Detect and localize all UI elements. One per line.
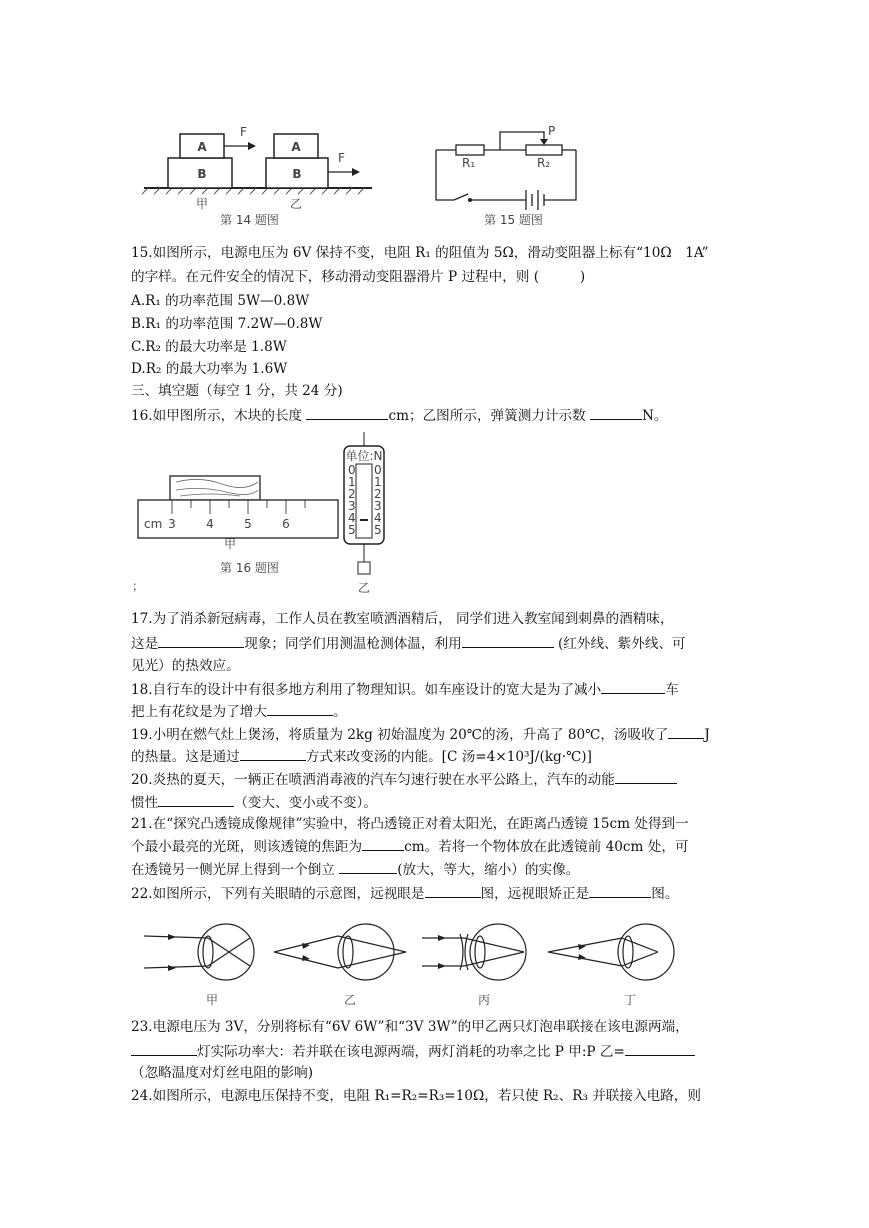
svg-text:6: 6 bbox=[282, 517, 290, 531]
answer-blank[interactable] bbox=[425, 883, 481, 898]
figure-22-eyes bbox=[138, 912, 758, 1014]
answer-blank[interactable] bbox=[589, 883, 651, 898]
svg-text:R₂: R₂ bbox=[537, 156, 551, 170]
svg-text:丙: 丙 bbox=[477, 993, 491, 1007]
svg-text:cm: cm bbox=[144, 517, 163, 531]
svg-text:F: F bbox=[240, 125, 247, 139]
answer-blank[interactable] bbox=[339, 859, 397, 874]
svg-text:甲: 甲 bbox=[195, 197, 209, 211]
svg-text:R₁: R₁ bbox=[462, 156, 476, 170]
question-18-line1: 18.自行车的设计中有很多地方利用了物理知识。如车座设计的宽大是为了减小 车 bbox=[131, 679, 679, 700]
answer-blank[interactable] bbox=[362, 836, 404, 851]
svg-text:2: 2 bbox=[374, 487, 382, 501]
answer-blank[interactable] bbox=[625, 1041, 695, 1056]
svg-text:5: 5 bbox=[348, 523, 356, 537]
svg-text:甲: 甲 bbox=[223, 537, 237, 551]
answer-blank[interactable] bbox=[158, 633, 244, 648]
block-a-label: A bbox=[197, 140, 207, 154]
option-b: B.R₁ 的功率范围 7.2W—0.8W bbox=[131, 316, 323, 332]
question-19-line2: 的热量。这是通过 方式来改变汤的内能。[C 汤=4×10³J/(kg·℃)] bbox=[131, 746, 592, 767]
svg-text:4: 4 bbox=[348, 511, 356, 525]
svg-text:；: ； bbox=[132, 579, 145, 593]
figure-15 bbox=[430, 122, 590, 232]
question-17-line1: 17.为了消杀新冠病毒，工作人员在教室喷洒酒精后， 同学们进入教室闻到刺鼻的酒精味， bbox=[131, 611, 674, 627]
question-17-line3: 见光）的热效应。 bbox=[131, 658, 240, 674]
question-21-line1: 21.在“探究凸透镜成像规律”实验中，将凸透镜正对着太阳光，在距离凸透镜 15cm 处得到一 bbox=[131, 816, 689, 832]
answer-blank[interactable] bbox=[306, 405, 388, 420]
figure-15-caption: 第 15 题图 bbox=[484, 213, 543, 227]
question-16: 16.如甲图所示，木块的长度 cm；乙图所示，弹簧测力计示数 N。 bbox=[131, 405, 668, 426]
svg-text:2: 2 bbox=[348, 487, 356, 501]
svg-text:3: 3 bbox=[348, 499, 356, 513]
svg-text:A: A bbox=[291, 140, 301, 154]
answer-blank[interactable] bbox=[668, 724, 704, 739]
answer-blank[interactable] bbox=[267, 701, 333, 716]
question-23-line1: 23.电源电压为 3V，分别将标有“6V 6W”和“3V 3W”的甲乙两只灯泡串联接在该电源两端， bbox=[131, 1019, 689, 1035]
svg-text:B: B bbox=[292, 167, 302, 181]
answer-blank[interactable] bbox=[615, 769, 677, 784]
question-21-line2: 个最小最亮的光斑，则该透镜的焦距为 cm。若将一个物体放在此透镜前 40cm 处，可 bbox=[131, 836, 689, 857]
answer-blank[interactable] bbox=[590, 405, 642, 420]
svg-text:甲: 甲 bbox=[205, 993, 219, 1007]
svg-text:0: 0 bbox=[348, 463, 356, 477]
svg-text:1: 1 bbox=[348, 475, 356, 489]
block-b-label: B bbox=[197, 167, 207, 181]
answer-blank[interactable] bbox=[131, 1041, 197, 1056]
figure-14 bbox=[140, 122, 380, 232]
svg-text:3: 3 bbox=[374, 499, 382, 513]
svg-text:3: 3 bbox=[168, 517, 176, 531]
question-15-line1: 15.如图所示，电源电压为 6V 保持不变，电阻 R₁ 的阻值为 5Ω，滑动变阻器上标有“10Ω 1A” bbox=[131, 245, 709, 261]
svg-text:丁: 丁 bbox=[623, 993, 637, 1007]
svg-text:5: 5 bbox=[374, 523, 382, 537]
figure-16-caption: 第 16 题图 bbox=[220, 561, 279, 575]
answer-blank[interactable] bbox=[240, 746, 306, 761]
question-15-line2: 的字样。在元件安全的情况下，移动滑动变阻器滑片 P 过程中，则 ( ) bbox=[131, 269, 586, 285]
svg-text:4: 4 bbox=[374, 511, 382, 525]
option-d: D.R₂ 的最大功率为 1.6W bbox=[131, 361, 288, 377]
svg-text:F: F bbox=[338, 151, 345, 165]
question-20-line1: 20.炎热的夏天，一辆正在喷洒消毒液的汽车匀速行驶在水平公路上，汽车的动能 bbox=[131, 769, 677, 790]
question-24-line1: 24.如图所示，电源电压保持不变，电阻 R₁=R₂=R₃=10Ω，若只使 R₂、R₃ 并联接入电路，则 bbox=[131, 1088, 701, 1104]
answer-blank[interactable] bbox=[462, 633, 554, 648]
answer-blank[interactable] bbox=[158, 792, 234, 807]
svg-text:4: 4 bbox=[206, 517, 214, 531]
question-22: 22.如图所示，下列有关眼睛的示意图，远视眼是 图，远视眼矫正是 图。 bbox=[131, 883, 678, 904]
svg-text:1: 1 bbox=[374, 475, 382, 489]
svg-text:乙: 乙 bbox=[343, 993, 357, 1007]
question-19-line1: 19.小明在燃气灶上煲汤，将质量为 2kg 初始温度为 20℃的汤，升高了 80℃，汤吸收了 J bbox=[131, 724, 710, 745]
question-23-line3: （忽略温度对灯丝电阻的影响) bbox=[131, 1065, 314, 1081]
figure-14-caption: 第 14 题图 bbox=[220, 213, 279, 227]
figure-16 bbox=[130, 430, 402, 600]
svg-text:P: P bbox=[548, 124, 556, 138]
svg-text:5: 5 bbox=[244, 517, 252, 531]
question-21-line3: 在透镜另一侧光屏上得到一个倒立 (放大，等大，缩小）的实像。 bbox=[131, 859, 579, 880]
question-20-line2: 惯性 （变大、变小或不变）。 bbox=[131, 792, 377, 813]
svg-text:乙: 乙 bbox=[357, 581, 371, 595]
answer-blank[interactable] bbox=[601, 679, 665, 694]
question-23-line2: 灯实际功率大：若并联在该电源两端，两灯消耗的功率之比 P 甲:P 乙= bbox=[131, 1041, 695, 1062]
option-c: C.R₂ 的最大功率是 1.8W bbox=[131, 339, 287, 355]
svg-text:乙: 乙 bbox=[289, 197, 303, 211]
svg-text:单位:N: 单位:N bbox=[345, 449, 383, 463]
option-a: A.R₁ 的功率范围 5W—0.8W bbox=[131, 293, 310, 309]
section-3-heading: 三、填空题（每空 1 分，共 24 分) bbox=[131, 383, 343, 399]
question-17-line2: 这是 现象；同学们用测温枪测体温，利用 (红外线、紫外线、可 bbox=[131, 633, 686, 654]
question-18-line2: 把上有花纹是为了增大 。 bbox=[131, 701, 347, 722]
svg-text:0: 0 bbox=[374, 463, 382, 477]
